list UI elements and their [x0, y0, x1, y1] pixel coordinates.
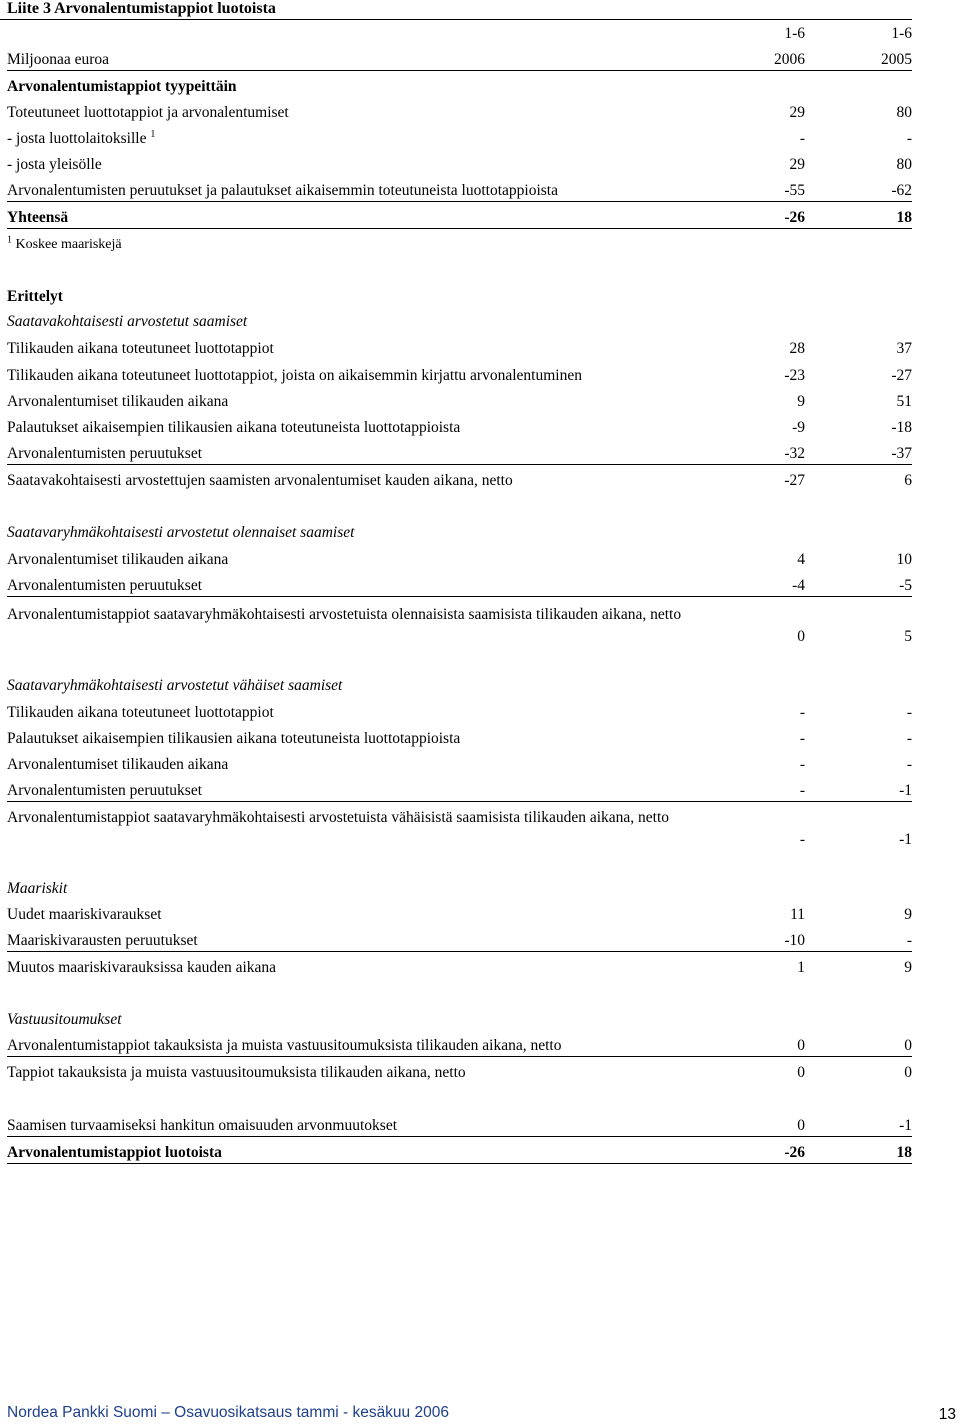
total-row: Yhteensä -26 18: [7, 208, 912, 229]
table-row: - josta luottolaitoksille $^1$ - -: [7, 128, 912, 147]
grand-total-row: Arvonalentumistappiot luotoista -26 18: [7, 1143, 912, 1164]
table-row: Arvonalentumistappiot takauksista ja muista vastuusitoumuksista tilikauden aikana, netto 0 0: [7, 1036, 912, 1057]
footnote-text: Koskee maariskejä: [15, 237, 122, 252]
footnote: [7, 235, 912, 255]
page-footer: [7, 1404, 960, 1424]
footnote-mark: 1: [7, 234, 12, 246]
breakdown-heading: Erittelyt: [7, 288, 63, 305]
subsection-heading: Saatavakohtaisesti arvostetut saamiset: [7, 313, 248, 330]
table-row: Palautukset aikaisempien tilikausien aikana toteutuneista luottotappioista - -: [7, 730, 912, 747]
table-row: Tilikauden aikana toteutuneet luottotappiot 28 37: [7, 340, 912, 357]
subtotal-row: Saatavakohtaisesti arvostettujen saamisten arvonalentumiset kauden aikana, netto -27 6: [7, 472, 912, 489]
footnote-ref: 1: [150, 128, 156, 140]
subsection-heading: Saatavaryhmäkohtaisesti arvostetut vähäiset saamiset: [7, 677, 343, 694]
table-row: Arvonalentumisten peruutukset ja palautukset aikaisemmin toteutuneista luottotappioista -55 -62: [7, 181, 912, 202]
table-row: Palautukset aikaisempien tilikausien aikana toteutuneista luottotappioista -9 -18: [7, 419, 912, 436]
table-row: Tappiot takauksista ja muista vastuusitoumuksista tilikauden aikana, netto 0 0: [7, 1064, 912, 1081]
table-row: Toteutuneet luottotappiot ja arvonalentumiset 29 80: [7, 104, 912, 121]
period-2006: 1-6: [784, 25, 805, 42]
table-row: Arvonalentumiset tilikauden aikana - -: [7, 756, 912, 773]
subtotal-row: Arvonalentumistappiot saatavaryhmäkohtaisesti arvostetuista olennaisista saamisista tilikauden aikana, netto 0 5: [7, 606, 912, 645]
page-title: Liite 3 Arvonalentumistappiot luotoista: [7, 0, 276, 17]
table-row: Maariskivarausten peruutukset -10 -: [7, 931, 912, 952]
row-label: - josta luottolaitoksille: [7, 130, 147, 147]
unit-label: Miljoonaa euroa: [7, 51, 110, 68]
title-rule: [0, 19, 912, 20]
subsection-heading: Saatavaryhmäkohtaisesti arvostetut olennaiset saamiset: [7, 524, 355, 541]
page-number: 13: [938, 1406, 956, 1423]
subtotal-row: Arvonalentumistappiot saatavaryhmäkohtaisesti arvostetuista vähäisistä saamisista tilikauden aikana, netto - -1: [7, 809, 912, 848]
table-row: - josta yleisölle 29 80: [7, 156, 912, 173]
table-row: Arvonalentumisten peruutukset - -1: [7, 781, 912, 802]
table-row: Tilikauden aikana toteutuneet luottotappiot, joista on aikaisemmin kirjattu arvonalentuminen -23 -27: [7, 367, 912, 384]
table-row: Arvonalentumiset tilikauden aikana 9 51: [7, 393, 912, 410]
table-row: Arvonalentumisten peruutukset -32 -37: [7, 444, 912, 465]
year-header-row: [7, 50, 912, 71]
footer-text: Nordea Pankki Suomi – Osavuosikatsaus tammi - kesäkuu 2006: [7, 1404, 449, 1421]
period-2005: 1-6: [891, 25, 912, 42]
subsection-heading: Vastuusitoumukset: [7, 1011, 122, 1028]
table-row: Arvonalentumiset tilikauden aikana 4 10: [7, 551, 912, 568]
year-2005: 2005: [881, 51, 912, 68]
table-row: Uudet maariskivaraukset 11 9: [7, 906, 912, 923]
period-header-row: [7, 24, 912, 44]
subtotal-row: Muutos maariskivarauksissa kauden aikana 1 9: [7, 959, 912, 976]
subsection-heading: Maariskit: [7, 880, 68, 897]
table-row: Saamisen turvaamiseksi hankitun omaisuuden arvonmuutokset 0 -1: [7, 1116, 912, 1137]
section-heading: Arvonalentumistappiot tyypeittäin: [7, 78, 237, 95]
table-row: Arvonalentumisten peruutukset -4 -5: [7, 576, 912, 597]
year-2006: 2006: [774, 51, 805, 68]
table-row: Tilikauden aikana toteutuneet luottotappiot - -: [7, 704, 912, 721]
